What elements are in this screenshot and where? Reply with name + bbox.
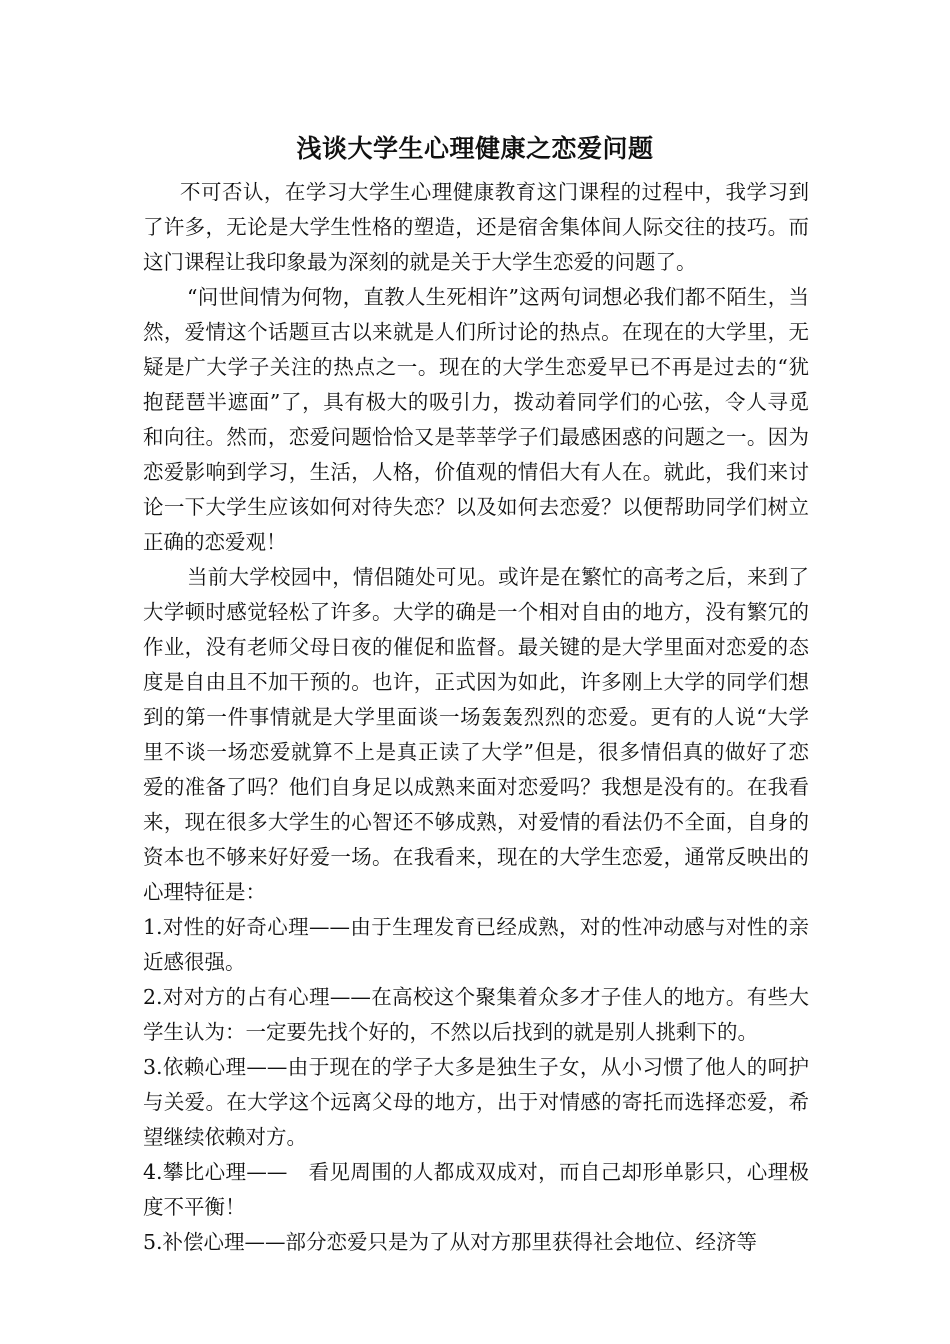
list-item-compensation: 5.补偿心理——部分恋爱只是为了从对方那里获得社会地位、经济等 (143, 1230, 758, 1254)
document-title: 浅谈大学生心理健康之恋爱问题 (296, 134, 654, 163)
list-item-curiosity: 1.对性的好奇心理——由于生理发育已经成熟，对的性冲动感与对性的亲近感很强。 (143, 915, 809, 974)
paragraph-campus-couples: 当前大学校园中，情侣随处可见。或许是在繁忙的高考之后，来到了大学顿时感觉轻松了许多。大学的确是一个相对自由的地方，没有繁冗的作业，没有老师父母日夜的催促和监督。最关键的是大学里面对恋爱的态度是自由且不加干预的。也许，正式因为如此，许多刚上大学的同学们想到的第一件事情就是大学里面谈一场轰轰烈烈的恋爱。更有的人说“大学里不谈一场恋爱就算不上是真正读了大学”但是，很多情侣真的做好了恋爱的准备了吗？他们自身足以成熟来面对恋爱吗？我想是没有的。在我看来，现在很多大学生的心智还不够成熟，对爱情的看法仍不全面，自身的资本也不够来好好爱一场。在我看来，现在的大学生恋爱，通常反映出的心理特征是： (143, 565, 809, 904)
paragraph-intro: 不可否认，在学习大学生心理健康教育这门课程的过程中，我学习到了许多，无论是大学生性格的塑造，还是宿舍集体间人际交往的技巧。而这门课程让我印象最为深刻的就是关于大学生恋爱的问题了。 (143, 180, 809, 274)
list-item-possessiveness: 2.对对方的占有心理——在高校这个聚集着众多才子佳人的地方。有些大学生认为：一定要先找个好的，不然以后找到的就是别人挑剩下的。 (143, 985, 809, 1044)
document-body (143, 175, 809, 1260)
paragraph-love-question: “问世间情为何物，直教人生死相许”这两句词想必我们都不陌生，当然，爱情这个话题亘古以来就是人们所讨论的热点。在现在的大学里，无疑是广大学子关注的热点之一。现在的大学生恋爱早已不再是过去的“犹抱琵琶半遮面”了，具有极大的吸引力，拨动着同学们的心弦，令人寻觅和向往。然而，恋爱问题恰恰又是莘莘学子们最感困惑的问题之一。因为恋爱影响到学习，生活，人格，价值观的情侣大有人在。就此，我们来讨论一下大学生应该如何对待失恋？以及如何去恋爱？以便帮助同学们树立正确的恋爱观！ (143, 285, 809, 554)
list-item-dependence: 3.依赖心理——由于现在的学子大多是独生子女，从小习惯了他人的呵护与关爱。在大学这个远离父母的地方，出于对情感的寄托而选择恋爱，希望继续依赖对方。 (143, 1055, 809, 1149)
list-item-comparison: 4.攀比心理—— 看见周围的人都成双成对，而自己却形单影只，心理极度不平衡！ (143, 1160, 809, 1219)
